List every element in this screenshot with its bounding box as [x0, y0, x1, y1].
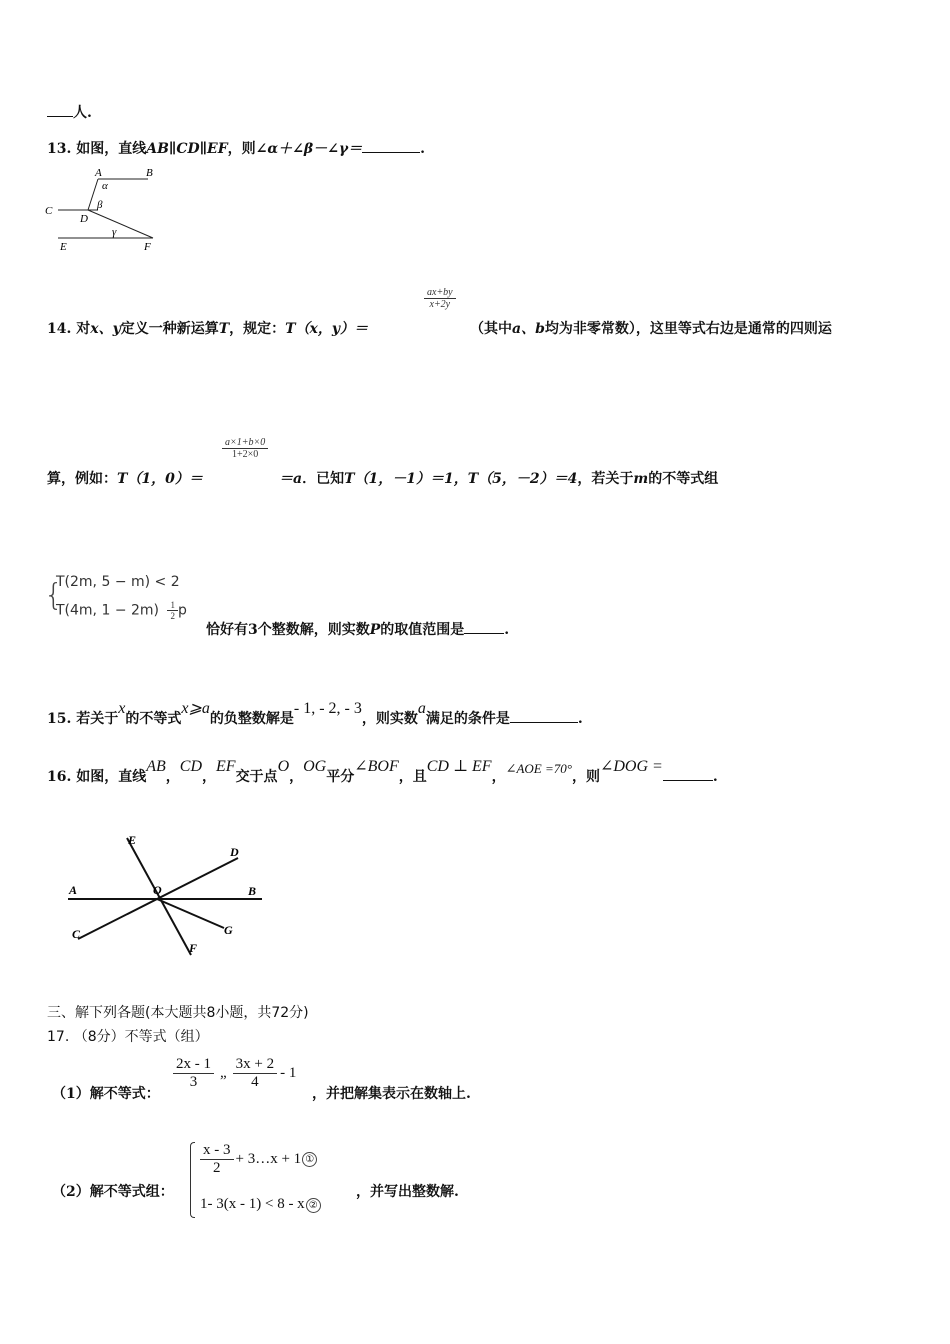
label-g: G: [224, 923, 233, 937]
answer-blank: [464, 619, 504, 634]
system-eq-1: T(2m, 5 − m) < 2: [56, 574, 180, 590]
segment-df: [88, 210, 153, 238]
q17-part1-label: （1）解不等式：: [52, 1086, 160, 1102]
q14-fraction-2: $\frac{a\times 1+b\times 0}{1+2\times 0}$: [222, 437, 268, 460]
q12-tail: 人.: [47, 102, 92, 122]
q14-fraction-1: $\frac{ax+by}{x+2y}$: [424, 287, 456, 310]
label-b: B: [146, 167, 153, 179]
label-d: D: [230, 845, 239, 859]
system-eq-2: T(4m, 1 − 2m) $\frac{1}{2}$ p: [56, 600, 187, 621]
answer-blank: [362, 138, 420, 153]
answer-blank: [47, 102, 73, 117]
system-eq-1: $\frac{x - 3}{2}$ + 3…x + 1 ①: [200, 1142, 317, 1177]
question-number: 13.: [47, 141, 72, 157]
q17-part1-expression: $\frac{2x - 1}{3}$ „ $\frac{3x + 2}{4}$ - 1: [173, 1056, 296, 1091]
section-3-title: 三、解下列各题(本大题共8小题，共72分): [47, 1005, 309, 1021]
q16-figure: [58, 828, 273, 963]
question-number: 17.: [47, 1029, 70, 1045]
question-14-line-2: 算，例如：T（1，0）＝: [47, 471, 203, 487]
q17-part2-label: （2）解不等式组：: [52, 1184, 174, 1200]
label-o: O: [153, 883, 162, 897]
q13-figure: [40, 162, 170, 254]
question-16: 16. 如图，直线AB，CD，EF交于点O，OG平分∠BOF，且CD ⊥ EF，∠AOE =70°，则∠DOG =.: [47, 758, 718, 785]
label-a: A: [69, 883, 78, 897]
question-14-line-1b: （其中a、b均为非零常数），这里等式右边是通常的四则运: [470, 321, 832, 337]
label-e: E: [128, 833, 137, 847]
question-14-line-2b: ＝a．已知T（1，－1）＝1，T（5，－2）＝4，若关于m的不等式组: [279, 471, 719, 487]
question-14-line-1: 14. 对x、y定义一种新运算T，规定：T（x，y）＝: [47, 321, 369, 337]
question-number: 16.: [47, 769, 72, 785]
question-15: 15. 若关于x的不等式x⩾a的负整数解是- 1, - 2, - 3，则实数a满足的条件是 .: [47, 700, 583, 727]
label-c: C: [45, 205, 53, 217]
q17-part2-post: ，并写出整数解.: [356, 1184, 459, 1200]
system-brace: [190, 1142, 195, 1218]
label-beta: β: [97, 199, 103, 211]
label-f: F: [189, 941, 198, 955]
question-17-head: 17. （8分）不等式（组）: [47, 1029, 209, 1045]
system-brace: {: [44, 578, 64, 613]
answer-blank: [510, 708, 578, 723]
answer-blank: [663, 766, 713, 781]
question-14-line-3: 恰好有3个整数解，则实数P的取值范围是 .: [206, 619, 509, 639]
question-13: 13. 如图，直线AB∥CD∥EF，则∠α＋∠β－∠γ＝ .: [47, 138, 425, 158]
question-number: 15.: [47, 711, 72, 727]
label-alpha: α: [102, 180, 108, 192]
q17-part1-post: ，并把解集表示在数轴上.: [312, 1086, 471, 1102]
question-number: 14.: [47, 321, 72, 337]
system-eq-2: 1- 3(x - 1) < 8 - x ②: [200, 1196, 321, 1213]
label-f: F: [144, 241, 151, 253]
label-c: C: [72, 927, 81, 941]
label-a: A: [95, 167, 102, 179]
label-e: E: [60, 241, 67, 253]
label-gamma: γ: [112, 226, 117, 238]
label-d: D: [80, 213, 88, 225]
label-b: B: [248, 884, 257, 898]
ray-og: [157, 899, 224, 928]
